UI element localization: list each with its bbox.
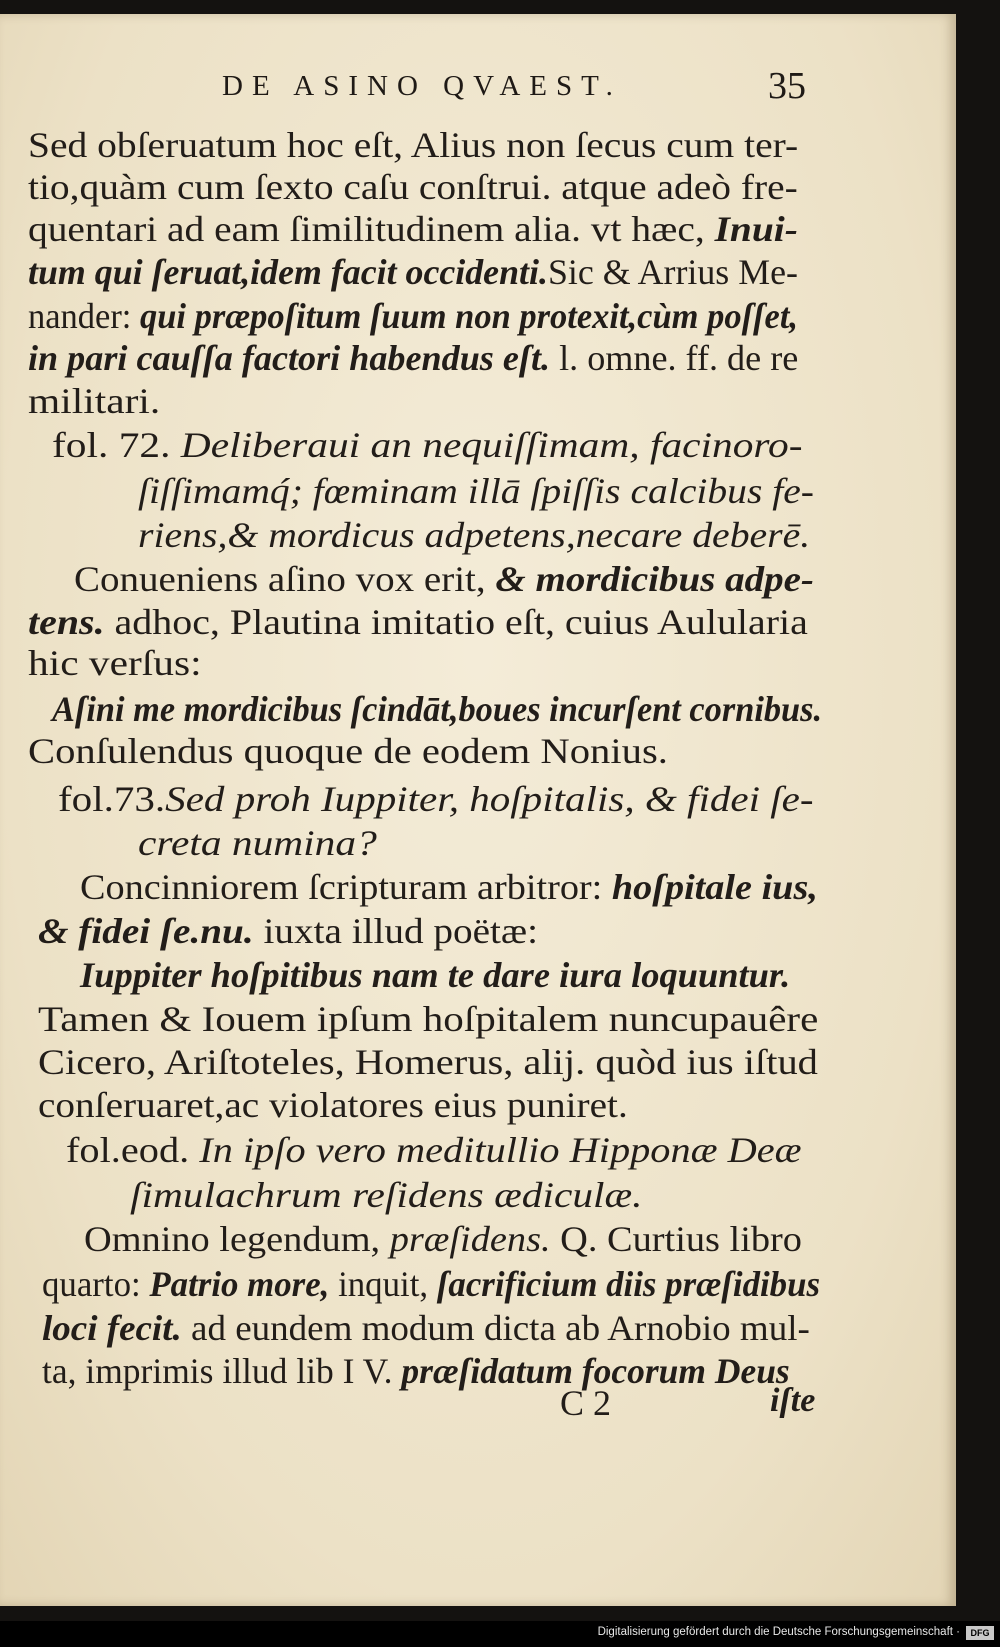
running-title: DE ASINO QVAEST. <box>222 70 622 102</box>
text-run: hoſpitale ius, <box>611 867 818 907</box>
text-line <box>28 381 160 421</box>
text-line <box>138 515 810 555</box>
text-run: Q. Curtius libro <box>550 1219 802 1259</box>
text-run: fol. 72. <box>52 425 181 465</box>
text-run: militari. <box>28 381 161 421</box>
text-run: Conueniens aſino vox erit, <box>74 559 496 599</box>
text-line <box>28 125 798 165</box>
text-run: fol.eod. <box>66 1130 200 1170</box>
text-run: riens,& mordicus adpetens,necare deberē. <box>138 515 811 555</box>
signature-mark: C 2 <box>560 1383 612 1423</box>
text-line <box>38 1085 628 1125</box>
text-run: in pari cauſſa factori habendus eſt. <box>28 338 551 378</box>
text-run: quarto: <box>42 1264 150 1304</box>
digitization-banner <box>0 1621 1000 1647</box>
text-line <box>28 167 798 207</box>
catchword: iſte <box>770 1382 816 1419</box>
text-run: & mordicibus adpe- <box>495 559 814 599</box>
text-run: ſimulachrum reſidens ædiculæ. <box>130 1175 643 1215</box>
text-run: fol.73. <box>58 779 166 819</box>
text-run: præſidatum focorum Deus <box>401 1351 790 1391</box>
text-run: loci fecit. <box>42 1308 182 1348</box>
text-line <box>138 823 377 863</box>
text-line <box>38 999 818 1039</box>
text-line <box>42 1264 820 1304</box>
text-run: hic verſus: <box>28 643 202 683</box>
text-run: iuxta illud poëtæ: <box>253 911 538 951</box>
text-run: ſiſſimamq́; fœminam illā ſpiſſis calcibus fe- <box>138 471 814 511</box>
text-run: Inui- <box>714 209 798 249</box>
text-run: inquit, <box>329 1264 437 1304</box>
text-run: & fidei ſe.nu. <box>38 911 254 951</box>
text-run: Conſulendus quoque de eodem Nonius. <box>28 731 668 771</box>
text-run: Cicero, Ariſtoteles, Homerus, alij. quòd ius iſtud <box>38 1042 818 1082</box>
text-run: ſacrificium diis præſidibus <box>436 1264 821 1304</box>
text-run: Patrio more, <box>149 1264 330 1304</box>
text-line <box>28 643 202 683</box>
text-run: l. omne. ff. de re <box>550 338 799 378</box>
text-line <box>80 867 818 907</box>
text-line <box>28 338 798 378</box>
text-line <box>66 1130 802 1170</box>
text-line <box>28 209 798 249</box>
banner-text: Digitalisierung gefördert durch die Deutsche Forschungsgemeinschaft · <box>597 1626 960 1638</box>
text-line <box>58 779 814 819</box>
text-run: Aſini me mordicibus ſcindāt,boues incurſent cornibus. <box>52 689 823 729</box>
text-run: Tamen & Iouem ipſum hoſpitalem nuncupauêre <box>38 999 819 1039</box>
text-run: nander: <box>28 296 141 336</box>
text-run: Sed obſeruatum hoc eſt, Alius non ſecus cum ter- <box>28 125 799 165</box>
text-line <box>38 1042 818 1082</box>
text-run: Omnino legendum, <box>84 1219 390 1259</box>
text-line <box>28 296 798 336</box>
text-run: Sic & Arrius Me- <box>547 252 798 292</box>
text-line <box>42 1308 810 1348</box>
text-run: Concinniorem ſcripturam arbitror: <box>80 867 612 907</box>
dfg-logo: DFG <box>966 1626 994 1640</box>
text-run: adhoc, Plautina imitatio eſt, cuius Aulularia <box>104 602 808 642</box>
book-page <box>0 14 956 1606</box>
text-line <box>84 1219 802 1259</box>
text-run: Sed proh Iuppiter, hoſpitalis, & fidei ſe- <box>165 779 814 819</box>
text-run: Deliberaui an nequiſſimam, facinoro- <box>180 425 803 465</box>
text-line <box>28 602 808 642</box>
text-line <box>52 689 822 729</box>
page-number: 35 <box>768 65 806 107</box>
text-line <box>52 425 803 465</box>
text-line <box>38 911 538 951</box>
text-run: ta, imprimis illud lib I V. <box>42 1351 402 1391</box>
text-line <box>28 731 668 771</box>
text-line <box>74 559 814 599</box>
text-run: conſeruaret,ac violatores eius puniret. <box>38 1085 628 1125</box>
text-line <box>138 471 814 511</box>
text-run: quentari ad eam ſimilitudinem alia. vt hæc, <box>28 209 715 249</box>
text-run: tio,quàm cum ſexto caſu conſtrui. atque adeò fre- <box>28 167 798 207</box>
text-run: tum qui ſeruat,idem facit occidenti. <box>28 252 548 292</box>
text-run: In ipſo vero meditullio Hipponæ Deæ <box>199 1130 802 1170</box>
text-run: creta numina? <box>138 823 377 863</box>
text-block <box>0 14 956 1606</box>
text-line <box>28 252 798 292</box>
text-run: tens. <box>28 602 105 642</box>
text-line <box>130 1175 642 1215</box>
text-run: Iuppiter hoſpitibus nam te dare iura loquuntur. <box>80 955 791 995</box>
text-run: præſidens. <box>389 1219 551 1259</box>
text-run: qui præpoſitum ſuum non protexit,cùm poſſet, <box>140 296 799 336</box>
text-line <box>80 955 790 995</box>
text-line <box>42 1351 790 1391</box>
text-run: ad eundem modum dicta ab Arnobio mul- <box>181 1308 810 1348</box>
